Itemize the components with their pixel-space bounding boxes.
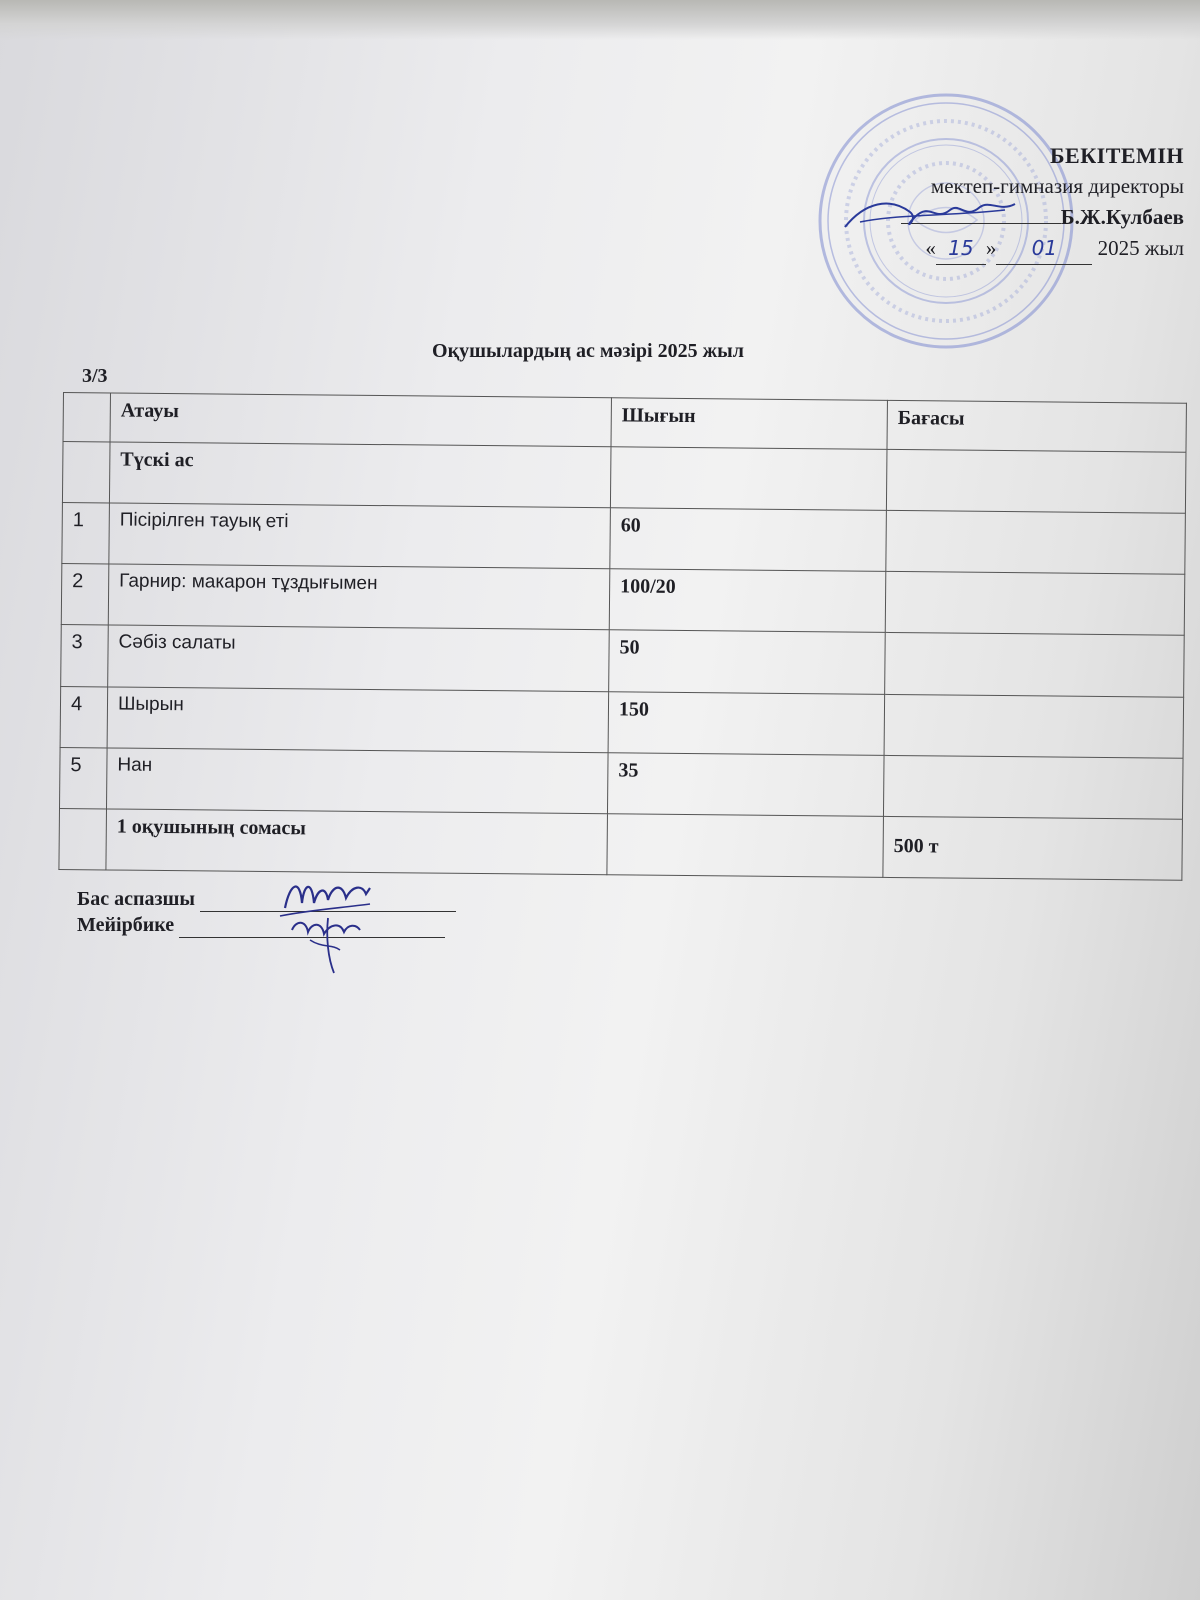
date-day: 15 <box>936 233 986 265</box>
row-num: 1 <box>62 503 110 565</box>
signoffs-block <box>77 886 456 938</box>
row-price <box>883 755 1183 819</box>
row-num: 5 <box>60 747 108 809</box>
nurse-signoff <box>77 912 456 938</box>
document-title: Оқушылардың ас мәзірі 2025 жыл <box>432 340 744 362</box>
date-quote-close: » <box>985 236 997 260</box>
date-quote-open: « <box>925 236 936 260</box>
header-qty: Шығын <box>611 398 887 450</box>
total-price: 500 т <box>883 816 1183 880</box>
table-row <box>62 503 1186 575</box>
row-qty: 35 <box>607 752 884 816</box>
total-label: 1 оқушының сомасы <box>106 809 608 875</box>
chef-nurse-signatures <box>270 868 390 978</box>
row-qty: 100/20 <box>609 569 886 633</box>
row-qty: 60 <box>610 508 887 572</box>
table-row <box>60 747 1184 819</box>
date-year: 2025 жыл <box>1097 236 1184 260</box>
header-name: Атауы <box>110 393 611 447</box>
header-price: Бағасы <box>887 400 1186 452</box>
row-num: 3 <box>61 625 109 687</box>
director-name: Б.Ж.Кулбаев <box>1060 205 1184 229</box>
row-price <box>885 633 1185 697</box>
approval-position: мектеп-гимназия директоры <box>930 174 1184 198</box>
row-name: Гарнир: макарон тұздығымен <box>108 564 610 630</box>
row-price <box>885 572 1185 636</box>
date-month: 01 <box>996 233 1092 265</box>
table-row <box>61 564 1185 636</box>
nurse-label: Мейірбике <box>77 914 175 936</box>
row-num: 2 <box>61 564 109 626</box>
row-price <box>884 694 1184 758</box>
table-row-section <box>62 442 1186 514</box>
row-name: Пісірілген тауық еті <box>109 503 611 569</box>
row-name: Шырын <box>107 687 609 753</box>
header-num <box>63 393 110 442</box>
table-row-total <box>59 808 1183 880</box>
table-row <box>60 686 1184 758</box>
row-num: 4 <box>60 686 108 748</box>
section-label: Түскі ас <box>109 442 611 508</box>
row-price <box>886 511 1186 575</box>
director-signature <box>840 192 1020 242</box>
total-qty <box>607 814 884 878</box>
approval-title: БЕКІТЕМІН <box>1049 143 1184 168</box>
menu-table <box>58 392 1187 881</box>
table-row <box>61 625 1185 697</box>
paper-shadow <box>0 0 1200 40</box>
page-number: 3/3 <box>82 365 108 387</box>
chef-label: Бас аспазшы <box>77 888 196 910</box>
row-name: Нан <box>107 748 609 814</box>
row-name: Сәбіз салаты <box>108 625 610 691</box>
chef-signoff <box>77 886 456 912</box>
row-qty: 150 <box>608 691 885 755</box>
row-qty: 50 <box>609 630 886 694</box>
